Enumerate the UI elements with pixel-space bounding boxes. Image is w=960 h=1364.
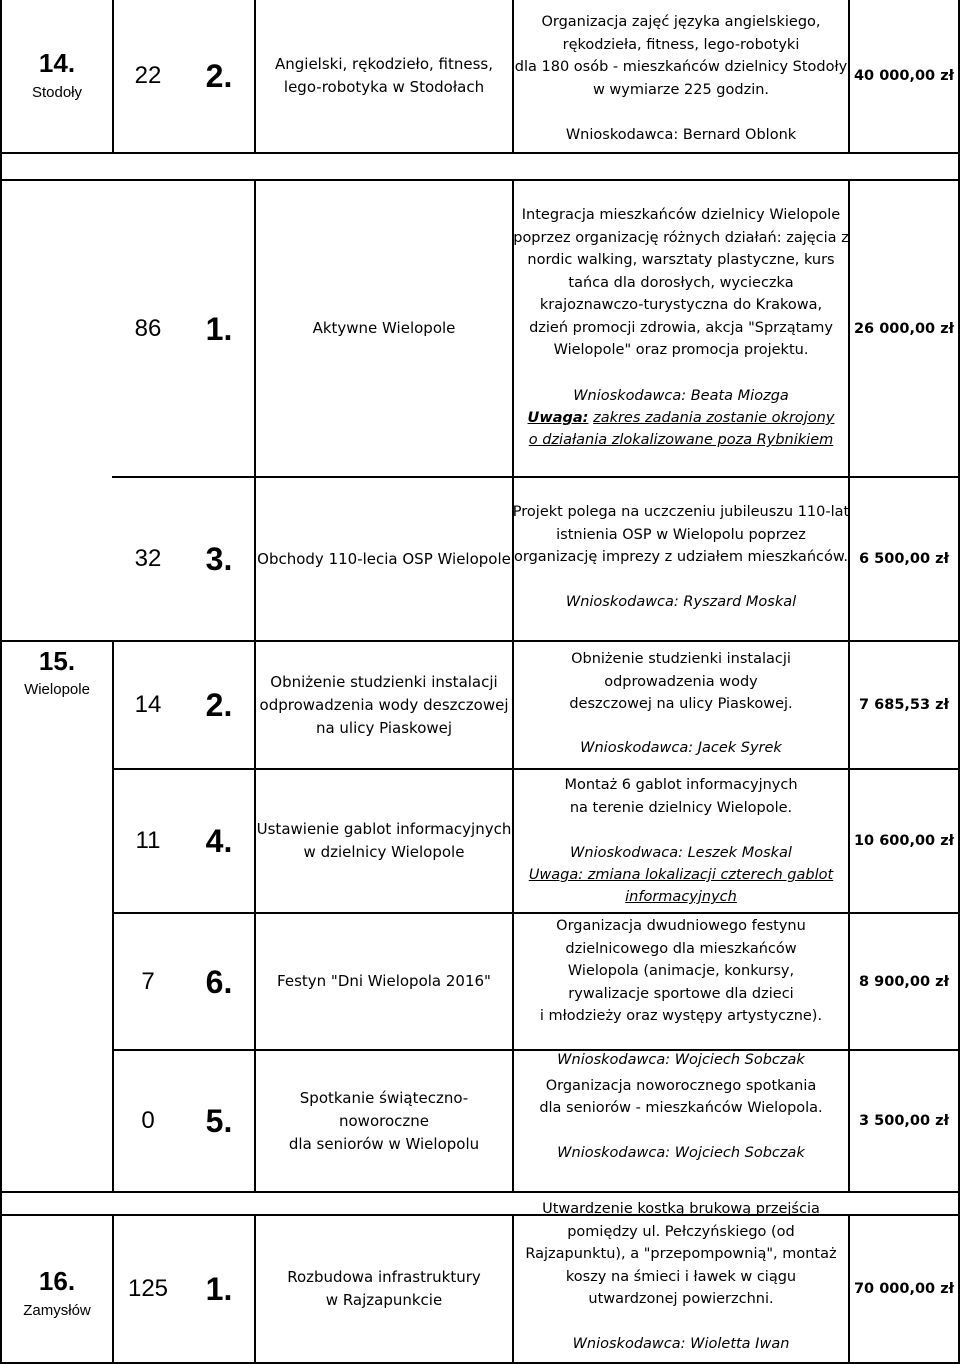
note-text: zakres zadania zostanie okrojony — [593, 410, 835, 426]
district-number: 16. — [38, 1266, 76, 1297]
description-line: Montaż 6 gablot informacyjnych — [564, 777, 798, 793]
note-text: informacyjnych — [625, 889, 737, 905]
note-line — [528, 407, 835, 429]
note-text: o działania zlokalizowane poza Rybnikiem — [528, 432, 834, 448]
title-line: lego-robotyka w Stodołach — [283, 78, 485, 96]
project-description — [514, 500, 848, 570]
description-line: organizację imprezy z udziałem mieszkańców. — [514, 549, 848, 566]
applicant: Wnioskodawca: Wojciech Sobczak — [557, 1052, 805, 1068]
project-amount: 6 500,00 zł — [859, 551, 949, 567]
applicant: Wnioskodawca: Ryszard Moskal — [565, 594, 797, 610]
description-line: Organizacja noworocznego spotkania — [545, 1077, 817, 1094]
project-amount: 70 000,00 zł — [853, 1281, 955, 1297]
project-amount: 3 500,00 zł — [859, 1113, 949, 1129]
project-amount: 8 900,00 zł — [859, 973, 949, 990]
district-number: 14. — [38, 48, 76, 79]
note-text: Uwaga: zmiana lokalizacji czterech gablot — [528, 867, 834, 883]
description-line: w wymiarze 225 godzin. — [592, 81, 770, 98]
project-amount: 40 000,00 zł — [853, 68, 955, 84]
rank-cell — [184, 478, 254, 640]
rank: 1. — [205, 1271, 233, 1307]
applicant: Wnioskodawca: Wioletta Iwan — [572, 1336, 790, 1352]
district-cell — [2, 642, 112, 752]
description-line: Wielopola (animacje, konkursy, — [567, 963, 795, 980]
description-line: utwardzonej powierzchni. — [588, 1291, 774, 1308]
row-separator — [0, 152, 960, 154]
rank-cell — [184, 1051, 254, 1191]
title-line: Aktywne Wielopole — [312, 319, 456, 337]
district-cell — [2, 0, 112, 152]
title-line: Obniżenie studzienki instalacji — [270, 672, 498, 691]
district-name: Stodoły — [31, 83, 83, 101]
district-name: Wielopole — [24, 681, 90, 699]
description-line: koszy na śmieci i ławek w ciągu — [565, 1268, 797, 1285]
description-line: Obniżenie studzienki instalacji — [571, 651, 791, 668]
title-line: w dzielnicy Wielopole — [303, 843, 465, 861]
description-line: Wielopole" oraz promocja projektu. — [553, 342, 809, 359]
rank: 6. — [205, 963, 233, 1000]
project-description — [514, 1197, 848, 1312]
description-line: odprowadzenia wody — [604, 673, 758, 690]
district-name: Zamysłów — [23, 1301, 91, 1319]
applicant: Wnioskodawca: Jacek Syrek — [580, 740, 782, 756]
votes-count: 7 — [141, 967, 155, 995]
title-line: Obchody 110-lecia OSP Wielopole — [257, 549, 511, 568]
description-line: i młodzieży oraz występy artystyczne). — [539, 1008, 823, 1025]
project-description — [514, 773, 848, 820]
project-amount: 7 685,53 zł — [859, 697, 949, 713]
description-line: dzielnicowego dla mieszkańców — [565, 940, 797, 957]
votes-count: 22 — [134, 62, 162, 89]
applicant-name: Wnioskodawca: Beata Miozga — [573, 388, 789, 404]
district-cell — [2, 1216, 112, 1362]
title-line: odprowadzenia wody deszczowej — [259, 695, 509, 714]
description-line: dzień promocji zdrowia, akcja "Sprzątamy — [529, 319, 833, 336]
description-line: deszczowej na ulicy Piaskowej. — [569, 696, 793, 713]
project-title — [256, 642, 512, 768]
votes-count: 14 — [134, 691, 162, 718]
applicant — [514, 841, 848, 909]
rank-cell — [184, 914, 254, 1049]
rank: 1. — [205, 310, 233, 347]
title-line: na ulicy Piaskowej — [315, 718, 453, 737]
votes-cell — [112, 914, 184, 1049]
project-description — [514, 1074, 848, 1120]
rank-cell — [184, 181, 254, 476]
project-description — [514, 10, 848, 102]
title-line: Festyn "Dni Wielopola 2016" — [277, 972, 491, 990]
votes-cell — [112, 770, 184, 912]
title-line: Ustawienie gablot informacyjnych — [256, 820, 512, 838]
rank: 2. — [205, 58, 233, 94]
rank-cell — [184, 770, 254, 912]
project-title — [256, 914, 512, 1049]
project-description — [514, 203, 848, 363]
row-separator — [0, 1191, 960, 1193]
description-line: Projekt polega na uczczeniu jubileuszu 110-lat — [512, 504, 850, 521]
description-line: Organizacja zajęć języka angielskiego, — [541, 14, 821, 30]
rank: 5. — [205, 1103, 233, 1139]
project-description — [514, 914, 848, 1029]
description-line: krajoznawczo-turystyczna do Krakowa, — [539, 297, 823, 314]
rank-cell — [184, 1216, 254, 1362]
description-line: rękodzieła, fitness, lego-robotyki — [562, 36, 800, 53]
description-line: poprzez organizację różnych działań: zajęcia z — [513, 229, 849, 246]
votes-cell — [112, 0, 184, 152]
project-title — [256, 1051, 512, 1191]
title-line: Spotkanie świąteczno-noworoczne — [299, 1088, 469, 1130]
rank: 3. — [205, 541, 233, 577]
project-title — [256, 770, 512, 912]
district-number: 15. — [38, 646, 76, 676]
project-title — [256, 1216, 512, 1362]
votes-count: 125 — [127, 1275, 169, 1302]
votes-cell — [112, 1051, 184, 1191]
description-line: rywalizacje sportowe dla dzieci — [568, 985, 794, 1002]
description-line: nordic walking, warsztaty plastyczne, kurs — [527, 252, 835, 269]
applicant: Wnioskodawca: Wojciech Sobczak — [557, 1145, 805, 1161]
description-line: pomiędzy ul. Pełczyńskiego (od — [567, 1223, 795, 1240]
votes-cell — [112, 181, 184, 476]
project-title — [256, 478, 512, 640]
votes-count: 86 — [134, 314, 162, 342]
description-line: istnienia OSP w Wielopolu poprzez — [556, 526, 806, 543]
description-line: tańca dla dorosłych, wycieczka — [568, 274, 794, 291]
votes-count: 11 — [135, 827, 161, 854]
description-line: Organizacja dwudniowego festynu — [556, 918, 806, 935]
note-label: Uwaga: — [527, 410, 589, 426]
votes-cell — [112, 1216, 184, 1362]
project-description — [514, 647, 848, 717]
rank: 2. — [205, 687, 233, 723]
title-line: Angielski, rękodzieło, fitness, — [274, 55, 493, 73]
title-line: dla seniorów w Wielopolu — [288, 1134, 480, 1153]
applicant-name: Wnioskodwaca: Leszek Moskal — [570, 845, 792, 861]
votes-cell — [112, 478, 184, 640]
title-line: w Rajzapunkcie — [325, 1291, 443, 1309]
votes-cell — [112, 642, 184, 768]
rank: 4. — [205, 823, 233, 859]
rank-cell — [184, 0, 254, 152]
description-line: Integracja mieszkańców dzielnicy Wielopole — [521, 207, 841, 224]
description-line: dla seniorów - mieszkańców Wielopola. — [539, 1100, 823, 1116]
description-line: Rajzapunktu), a "przepompownią", montaż — [525, 1246, 837, 1263]
project-amount: 10 600,00 zł — [853, 833, 955, 849]
applicant: Wnioskodawca: Bernard Oblonk — [565, 127, 797, 143]
project-amount: 26 000,00 zł — [853, 320, 955, 337]
votes-count: 32 — [134, 545, 162, 572]
title-line: Rozbudowa infrastruktury — [287, 1268, 481, 1286]
applicant — [514, 384, 848, 452]
votes-count: 0 — [141, 1107, 155, 1134]
description-line: Utwardzenie kostką brukową przejścia — [542, 1201, 820, 1218]
description-line: dla 180 osób - mieszkańców dzielnicy Stodoły — [514, 59, 848, 75]
rank-cell — [184, 642, 254, 768]
description-line: na terenie dzielnicy Wielopole. — [569, 799, 793, 816]
project-title — [256, 181, 512, 476]
project-title — [256, 0, 512, 152]
